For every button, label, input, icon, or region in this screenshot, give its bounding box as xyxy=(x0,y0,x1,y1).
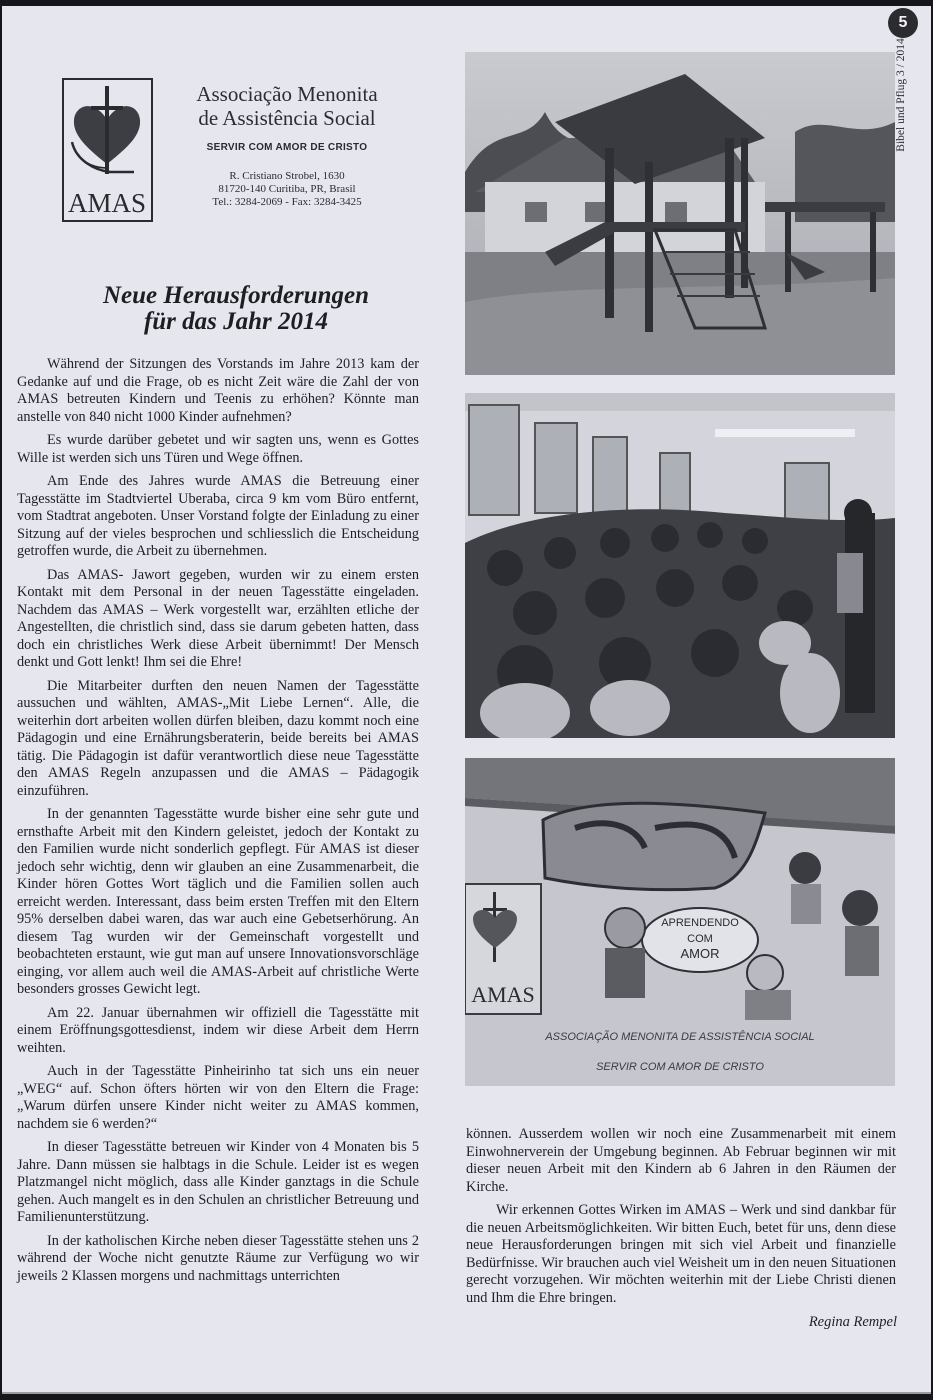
article-paragraph: In der genannten Tagesstätte wurde bisher eine sehr gute und ernsthafte Arbeit mit den Kindern geleistet, jedoch der Kontakt zu den Familien wurde nicht sonderlich gepflegt. Für AMAS ist dieser jedoch sehr wichtig, denn wir glauben an eine Zusammenarbeit, die Kinder hören Gottes Wort täglich und die Familien sollen auch erreicht werden. Interessant, dass beim ersten Treffen mit den Eltern 95% derselben dabei waren, das war auch eine Gebetserhörung. An diesem Tag wurden wir der Gemeinschaft vorgestellt und beobachteten erstaunt, wie gut man auf unsere Innovationsvorschläge einging, vor allem auch weil die AMAS-Arbeit auf christliche Werte besonders grosses Gewicht legt. xyxy=(17,806,419,997)
page-number-badge: 5 xyxy=(888,8,918,38)
mural-logo-text: AMAS xyxy=(471,982,535,1007)
article-author: Regina Rempel xyxy=(808,1314,897,1330)
page-bottom-edge xyxy=(2,1392,931,1394)
article-paragraph: Am 22. Januar übernahmen wir offiziell die Tagesstätte mit einem Eröffnungsgottesdienst, indem wir diese Arbeit dem Herrn weihten. xyxy=(17,1004,419,1056)
running-head: Bibel und Pflug 3 / 2014 xyxy=(895,38,907,152)
organization-motto: SERVIR COM AMOR DE CRISTO xyxy=(206,142,368,153)
mural-bubble-line3: AMOR xyxy=(680,946,720,961)
article-paragraph: In dieser Tagesstätte betreuen wir Kinder von 4 Monaten bis 5 Jahre. Dann müssen sie halbtags in die Schule. Leider ist es wegen Platzmangel nicht möglich, dass alle Kinder ganztags in die Schule gehen. Auch mangelt es in den Schulen an christlicher Betreuung und Familienunterstützung. xyxy=(17,1139,419,1225)
organization-name-line2: de Assistência Social xyxy=(198,106,376,130)
article-paragraph: Das AMAS- Jawort gegeben, wurden wir zu einem ersten Kontakt mit dem Personal in der neuen Tagesstätte eingeladen. Nachdem das AMAS – Werk vorgestellt war, erzählten etliche der Angestellten, die christlich sind, dass sie darum gebeten hatten, dass doch ein christliches Werk diese Arbeit übernimmt! Der Mensch denkt und Gott lenkt! Ihm sei die Ehre! xyxy=(17,566,419,670)
parents-meeting-photo xyxy=(465,393,895,738)
amas-logo xyxy=(62,78,153,222)
magazine-page xyxy=(2,6,931,1394)
article-paragraph: Wir erkennen Gottes Wirken im AMAS – Werk und sind dankbar für die neuen Arbeitsmöglichkeiten. Wir bitten Euch, betet für uns, denn diese neue Herausforderungen bringen mit sich viel Arbeit und finanzielle Bedürfnisse. Wir brauchen auch viel Weisheit um in den neuen Situationen gerecht vorzugehen. Wir möchten weiterhin mit der Liebe Christi dienen und Ihm die Ehre bringen. xyxy=(466,1202,896,1306)
address-city: 81720-140 Curitiba, PR, Brasil xyxy=(218,183,356,195)
address-phone: Tel.: 3284-2069 - Fax: 3284-3425 xyxy=(212,196,362,208)
article-title-line2: für das Jahr 2014 xyxy=(143,308,329,335)
article-paragraph: Es wurde darüber gebetet und wir sagten uns, wenn es Gottes Wille ist werden sich uns Türen und Wege öffnen. xyxy=(17,432,419,466)
article-column-left xyxy=(17,356,419,1291)
playground-photo xyxy=(465,52,895,375)
article-paragraph: können. Ausserdem wollen wir noch eine Zusammenarbeit mit einem Einwohnerverein der Umgebung beginnen. Ab Februar beginnen wir mit dieser neuen Arbeit mit den Kindern ab 6 Jahren in den Räumen der Kirche. xyxy=(466,1126,896,1195)
mural-wall-line2: SERVIR COM AMOR DE CRISTO xyxy=(596,1061,764,1073)
organization-name-line1: Associação Menonita xyxy=(196,82,378,106)
mural-bubble-line2: COM xyxy=(687,933,713,945)
article-paragraph: Während der Sitzungen des Vorstands im Jahre 2013 kam der Gedanke auf und die Frage, ob es nicht Zeit wäre die Zahl der von AMAS betreuten Kindern und Teenis zu erhöhen? Könnte man anstelle von 840 nicht 1000 Kinder aufnehmen? xyxy=(17,356,419,425)
article-paragraph: Die Mitarbeiter durften den neuen Namen der Tagesstätte aussuchen und wählten, AMAS-„Mit Liebe Lernen“. Alle, die weiterhin dort arbeiten wollen dürfen bleiben, dazu kommt noch eine Pädagogin und eine Ernährungsberaterin, beide bereits bei AMAS tätig. Die Pädagogin ist dafür verantwortlich diese neue Tagesstätte den AMAS Regeln anzupassen und die AMAS – Pädagogik einzuführen. xyxy=(17,677,419,799)
svg-text:AMAS: AMAS xyxy=(67,188,147,218)
amas-mural-photo xyxy=(465,758,895,1086)
heart-cross-logo-icon xyxy=(64,80,151,220)
article-paragraph: In der katholischen Kirche neben dieser Tagesstätte stehen uns 2 während der Woche nicht genutzte Räume zur Verfügung wo wir jeweils 2 Klassen morgens und nachmittags unterrichten xyxy=(17,1232,419,1284)
article-column-right xyxy=(466,1126,896,1313)
mural-wall-line1: ASSOCIAÇÃO MENONITA DE ASSISTÊNCIA SOCIAL xyxy=(545,1031,815,1043)
address-street: R. Cristiano Strobel, 1630 xyxy=(229,170,345,182)
mural-bubble-line1: APRENDENDO xyxy=(661,917,739,929)
article-paragraph: Auch in der Tagesstätte Pinheirinho tat sich uns ein neuer „WEG“ auf. Schon öfters hörten wir von den Eltern die Frage: „Warum dürfen unsere Kinder nicht weiter zu AMAS kommen, nachdem sie 6 werden?“ xyxy=(17,1063,419,1132)
article-title-line1: Neue Herausforderungen xyxy=(103,282,369,309)
article-paragraph: Am Ende des Jahres wurde AMAS die Betreuung einer Tagesstätte im Stadtviertel Uberaba, circa 9 km vom Büro entfernt, vom Stadtrat angeboten. Unser Vorstand folgte der Einladung zu einer Sitzung auf der vieles besprochen und schliesslich die Entscheidung getroffen wurde, die Arbeit zu übernehmen. xyxy=(17,473,419,559)
